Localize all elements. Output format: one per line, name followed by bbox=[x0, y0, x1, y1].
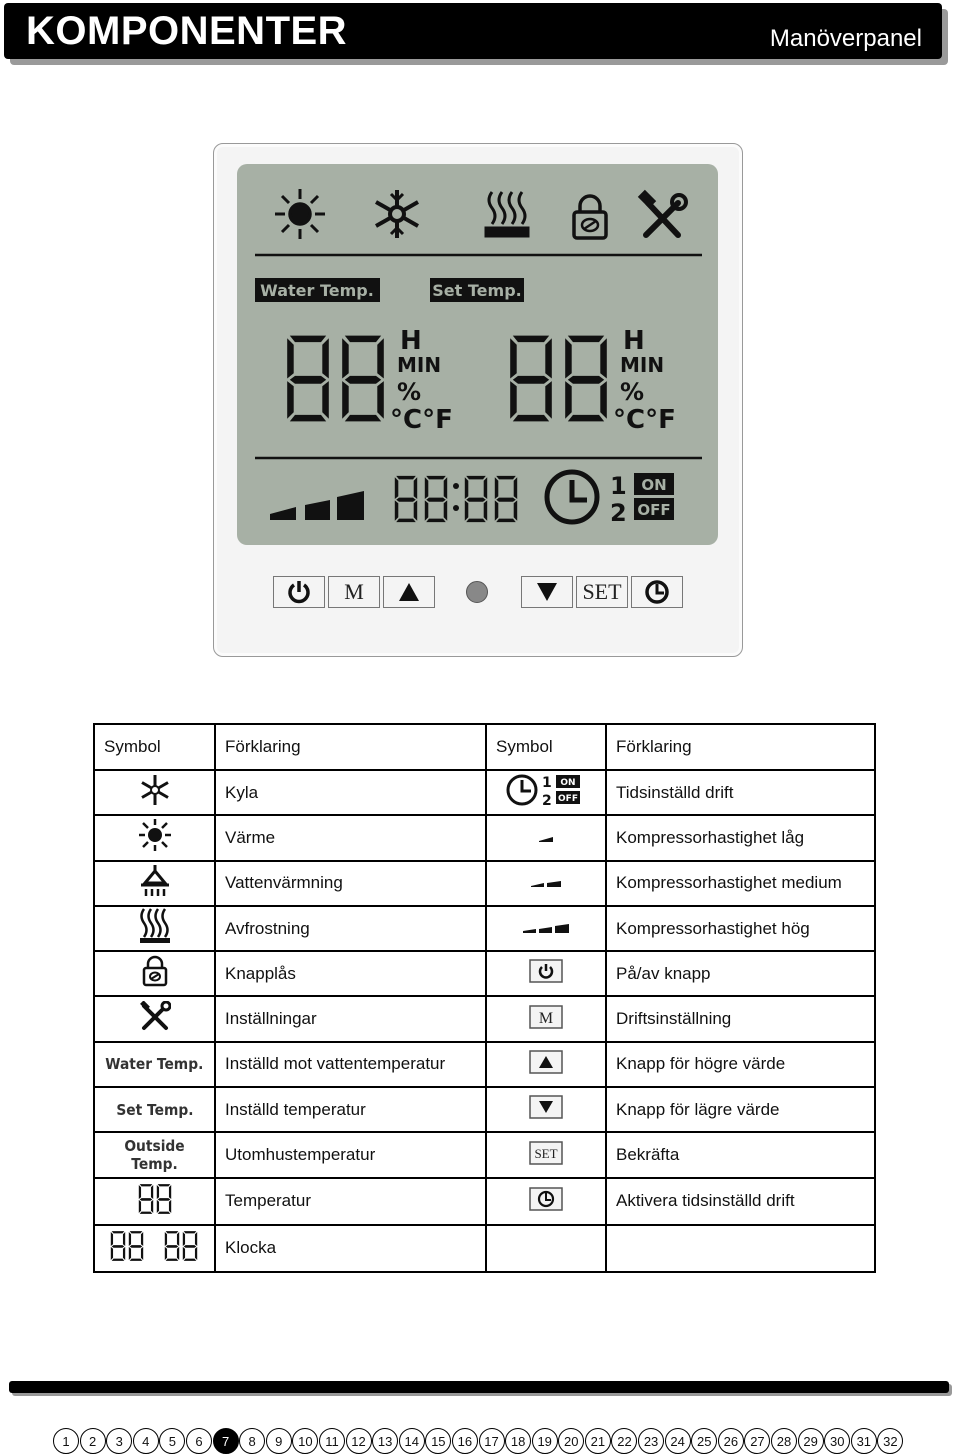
table-row bbox=[94, 1178, 875, 1225]
page-number-1[interactable]: 1 bbox=[53, 1428, 79, 1454]
page-number-9[interactable]: 9 bbox=[266, 1428, 292, 1454]
table-row bbox=[94, 861, 875, 906]
page-number-6[interactable]: 6 bbox=[186, 1428, 212, 1454]
svg-text:OFF: OFF bbox=[558, 794, 578, 805]
header-explanation-right: Förklaring bbox=[606, 724, 875, 770]
page-number-13[interactable]: 13 bbox=[372, 1428, 398, 1454]
lcd-unit-pct-left: % bbox=[397, 378, 422, 406]
page-number-7[interactable]: 7 bbox=[213, 1428, 239, 1454]
row-text-left: Vattenvärmning bbox=[215, 861, 486, 906]
speed-low-icon bbox=[536, 833, 556, 843]
lcd-water-temp-label: Water Temp. bbox=[260, 281, 374, 300]
svg-text:ON: ON bbox=[560, 778, 576, 789]
row-text-left: Knapplås bbox=[215, 951, 486, 996]
lcd-set-temp-label: Set Temp. bbox=[432, 281, 522, 300]
page-number-17[interactable]: 17 bbox=[479, 1428, 505, 1454]
up-button[interactable] bbox=[383, 576, 435, 608]
page-subtitle: Manöverpanel bbox=[769, 25, 922, 52]
speed-high-icon bbox=[521, 922, 571, 934]
svg-text:M: M bbox=[538, 1009, 554, 1027]
page-number-19[interactable]: 19 bbox=[532, 1428, 558, 1454]
header-explanation-left: Förklaring bbox=[215, 724, 486, 770]
table-row bbox=[94, 1042, 875, 1087]
page-number-10[interactable]: 10 bbox=[292, 1428, 318, 1454]
lcd-unit-cf-right: °C°F bbox=[613, 405, 676, 435]
page-number-2[interactable]: 2 bbox=[80, 1428, 106, 1454]
lcd-unit-min-right: MIN bbox=[620, 353, 665, 377]
page-number-18[interactable]: 18 bbox=[505, 1428, 531, 1454]
row-text-right: Kompressorhastighet hög bbox=[606, 906, 875, 951]
table-row bbox=[94, 1225, 875, 1272]
up-button-icon bbox=[529, 1050, 563, 1074]
svg-text:2: 2 bbox=[542, 793, 552, 809]
pagination bbox=[53, 1428, 904, 1454]
table-row bbox=[94, 1087, 875, 1132]
set-temp-label: Set Temp. bbox=[115, 1100, 194, 1119]
timer-button-icon bbox=[529, 1187, 563, 1211]
digits-icon bbox=[135, 1179, 175, 1219]
page-number-11[interactable]: 11 bbox=[319, 1428, 345, 1454]
lcd-speed-bars-icon bbox=[270, 491, 364, 520]
clock-digits-icon bbox=[107, 1226, 203, 1266]
lock-icon bbox=[142, 955, 168, 987]
lcd-tools-icon bbox=[639, 191, 686, 235]
row-text-left: Kyla bbox=[215, 770, 486, 815]
page-number-3[interactable]: 3 bbox=[106, 1428, 132, 1454]
lcd-display bbox=[237, 164, 718, 545]
row-text-right: Knapp för högre värde bbox=[606, 1042, 875, 1087]
lcd-unit-h-right: H bbox=[623, 326, 645, 356]
lcd-unit-pct-right: % bbox=[620, 378, 645, 406]
svg-text:1: 1 bbox=[542, 775, 552, 792]
table-row bbox=[94, 815, 875, 860]
table-header-row bbox=[94, 724, 875, 770]
lcd-unit-min-left: MIN bbox=[397, 353, 442, 377]
page-number-16[interactable]: 16 bbox=[452, 1428, 478, 1454]
page-number-14[interactable]: 14 bbox=[399, 1428, 425, 1454]
up-arrow-icon bbox=[398, 582, 420, 602]
mode-button-icon bbox=[529, 1005, 563, 1029]
lcd-big-digits-right bbox=[510, 336, 607, 422]
mode-button[interactable]: M bbox=[328, 576, 380, 608]
header-symbol-left: Symbol bbox=[94, 724, 215, 770]
timer-icon bbox=[506, 772, 586, 808]
symbol-table bbox=[93, 723, 876, 1273]
power-button[interactable] bbox=[273, 576, 325, 608]
down-button[interactable] bbox=[521, 576, 573, 608]
page-number-31[interactable]: 31 bbox=[851, 1428, 877, 1454]
page-number-24[interactable]: 24 bbox=[665, 1428, 691, 1454]
timer-button[interactable] bbox=[631, 576, 683, 608]
timer-icon bbox=[644, 579, 670, 605]
page-number-30[interactable]: 30 bbox=[824, 1428, 850, 1454]
row-text-left: Klocka bbox=[215, 1225, 486, 1272]
table-row bbox=[94, 906, 875, 951]
row-text-left: Inställningar bbox=[215, 996, 486, 1041]
lcd-clock-digits bbox=[395, 476, 517, 522]
table-row bbox=[94, 770, 875, 815]
lcd-sun-icon bbox=[275, 189, 325, 239]
page-number-32[interactable]: 32 bbox=[877, 1428, 903, 1454]
lcd-unit-cf-left: °C°F bbox=[390, 405, 453, 435]
outside-temp-label: Outside Temp. bbox=[124, 1136, 185, 1173]
row-text-left: Avfrostning bbox=[215, 906, 486, 951]
table-row bbox=[94, 996, 875, 1041]
table-row bbox=[94, 951, 875, 996]
page-number-12[interactable]: 12 bbox=[346, 1428, 372, 1454]
power-button-icon bbox=[529, 959, 563, 983]
row-text-right: Knapp för lägre värde bbox=[606, 1087, 875, 1132]
page-number-27[interactable]: 27 bbox=[744, 1428, 770, 1454]
svg-text:SET: SET bbox=[534, 1145, 558, 1161]
row-text-right: Kompressorhastighet låg bbox=[606, 815, 875, 860]
page-number-21[interactable]: 21 bbox=[585, 1428, 611, 1454]
power-icon bbox=[286, 579, 312, 605]
down-button-icon bbox=[529, 1095, 563, 1119]
lcd-big-digits-left bbox=[287, 336, 384, 422]
page-number-8[interactable]: 8 bbox=[239, 1428, 265, 1454]
row-text-right: Bekräfta bbox=[606, 1132, 875, 1177]
page-number-29[interactable]: 29 bbox=[798, 1428, 824, 1454]
page-number-4[interactable]: 4 bbox=[133, 1428, 159, 1454]
status-led bbox=[466, 581, 488, 603]
page-number-20[interactable]: 20 bbox=[558, 1428, 584, 1454]
lcd-defrost-icon bbox=[486, 192, 528, 236]
row-text-right: Tidsinställd drift bbox=[606, 770, 875, 815]
page-number-28[interactable]: 28 bbox=[771, 1428, 797, 1454]
lcd-timer-icon bbox=[547, 472, 597, 522]
row-text-right: Aktivera tidsinställd drift bbox=[606, 1178, 875, 1225]
lcd-timer-1: 1 bbox=[610, 472, 627, 500]
lcd-timer-on: ON bbox=[641, 476, 667, 494]
page-number-25[interactable]: 25 bbox=[691, 1428, 717, 1454]
lcd-snowflake-icon bbox=[376, 190, 418, 238]
footer-bar bbox=[9, 1381, 949, 1393]
page-number-5[interactable]: 5 bbox=[159, 1428, 185, 1454]
row-text-left: Värme bbox=[215, 815, 486, 860]
row-text-left: Temperatur bbox=[215, 1178, 486, 1225]
defrost-icon bbox=[139, 907, 171, 945]
row-text-left: Inställd mot vattentemperatur bbox=[215, 1042, 486, 1087]
page-number-22[interactable]: 22 bbox=[611, 1428, 637, 1454]
table-row bbox=[94, 1132, 875, 1177]
page-header bbox=[4, 3, 942, 59]
lcd-timer-off: OFF bbox=[637, 501, 671, 519]
page-title: KOMPONENTER bbox=[26, 9, 348, 53]
down-arrow-icon bbox=[536, 582, 558, 602]
sun-icon bbox=[138, 818, 172, 852]
empty-cell bbox=[486, 1225, 606, 1272]
shower-icon bbox=[137, 863, 173, 899]
lcd-unit-h-left: H bbox=[400, 326, 422, 356]
page-number-15[interactable]: 15 bbox=[425, 1428, 451, 1454]
set-button-icon bbox=[529, 1141, 563, 1165]
snowflake-icon bbox=[138, 773, 172, 807]
set-button[interactable]: SET bbox=[576, 576, 628, 608]
header-symbol-right: Symbol bbox=[486, 724, 606, 770]
row-text-left: Inställd temperatur bbox=[215, 1087, 486, 1132]
lcd-timer-2: 2 bbox=[610, 499, 627, 527]
speed-medium-icon bbox=[529, 878, 563, 888]
row-text-left: Utomhustemperatur bbox=[215, 1132, 486, 1177]
water-temp-label: Water Temp. bbox=[105, 1055, 204, 1074]
page-number-23[interactable]: 23 bbox=[638, 1428, 664, 1454]
row-text-right bbox=[606, 1225, 875, 1272]
row-text-right: Driftsinställning bbox=[606, 996, 875, 1041]
page-number-26[interactable]: 26 bbox=[718, 1428, 744, 1454]
row-text-right: På/av knapp bbox=[606, 951, 875, 996]
tools-icon bbox=[139, 1001, 171, 1033]
row-text-right: Kompressorhastighet medium bbox=[606, 861, 875, 906]
lcd-lock-icon bbox=[574, 196, 606, 238]
